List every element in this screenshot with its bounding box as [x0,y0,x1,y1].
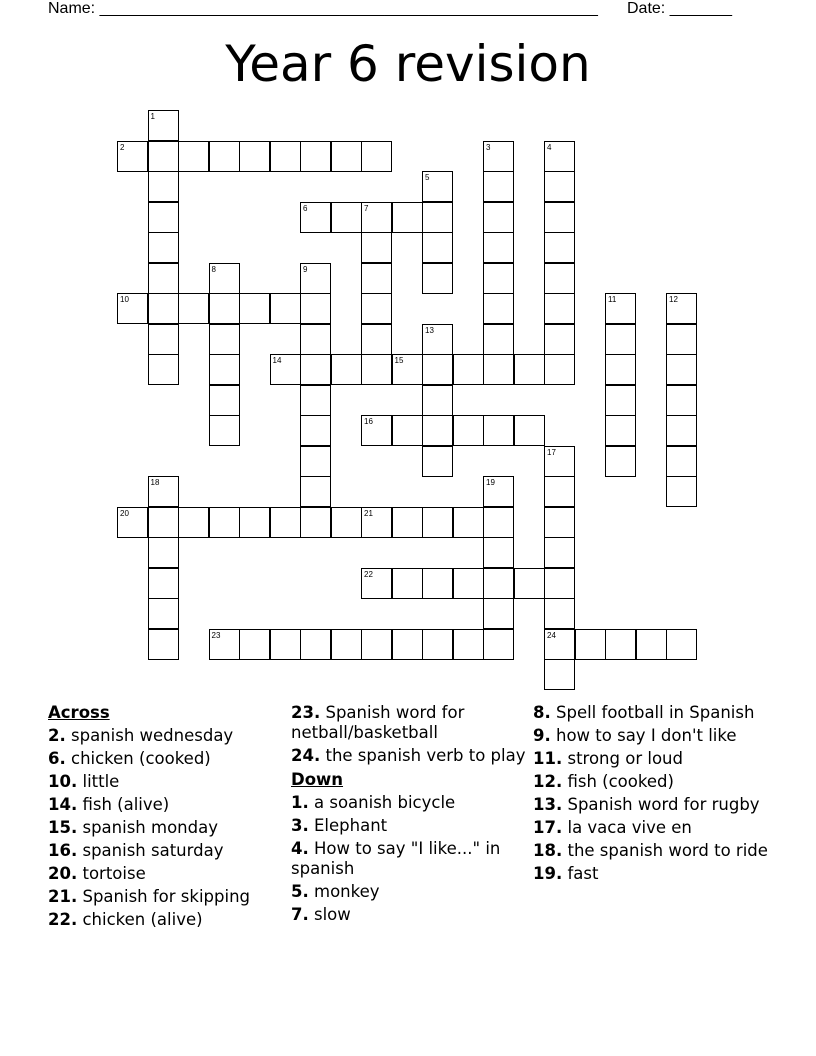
crossword-cell[interactable] [605,629,636,660]
crossword-cell[interactable] [331,629,362,660]
crossword-cell[interactable] [605,385,636,416]
clue-number-17: 17 [547,447,556,457]
clue-number: 20. [48,864,78,883]
clue-number-11: 11 [608,295,617,304]
crossword-cell[interactable] [300,507,331,538]
crossword-cell[interactable] [300,446,331,477]
across-clue: 2. spanish wednesday [48,726,234,745]
crossword-cell[interactable] [270,293,301,324]
clue-number: 8. [533,703,551,722]
clue-number-6: 6 [303,203,308,213]
crossword-cell[interactable] [148,202,179,233]
clue-number-23: 23 [211,630,221,640]
clue-number-7: 7 [364,203,369,213]
crossword-cell[interactable] [148,629,179,660]
clue-number-8: 8 [211,264,216,274]
crossword-cell[interactable] [239,629,270,660]
clue-column-1 [48,703,288,933]
across-clue: 22. chicken (alive) [48,910,203,929]
crossword-cell[interactable] [392,629,423,660]
crossword-cell[interactable] [300,141,331,172]
clue-number: 5. [291,882,309,901]
across-clue-list-part2 [291,703,531,766]
crossword-cell[interactable] [544,598,575,629]
crossword-cell[interactable] [209,415,240,446]
crossword-cell[interactable] [544,263,575,294]
crossword-cell[interactable] [483,354,514,385]
crossword-cell[interactable] [544,659,575,690]
crossword-cell[interactable] [178,507,209,538]
date-field-label: Date: _______ [627,0,732,17]
crossword-cell[interactable] [422,263,453,294]
clue-number: 14. [48,795,78,814]
across-clue: 20. tortoise [48,864,146,883]
crossword-cell[interactable] [422,415,453,446]
down-clue: 8. Spell football in Spanish [533,703,755,722]
clue-number-12: 12 [669,295,678,304]
crossword-cell[interactable] [666,354,697,385]
crossword-cell[interactable] [483,537,514,568]
crossword-cell[interactable] [483,415,514,446]
crossword-cell[interactable] [666,476,697,507]
crossword-cell[interactable] [148,141,179,172]
crossword-cell[interactable] [544,324,575,355]
crossword-cell[interactable] [605,415,636,446]
crossword-cell[interactable] [300,385,331,416]
crossword-cell[interactable] [331,202,362,233]
crossword-cell[interactable] [239,293,270,324]
crossword-cell[interactable] [209,324,240,355]
clue-number: 11. [533,749,563,768]
clue-number-22: 22 [364,569,373,579]
crossword-cell[interactable] [453,629,484,660]
crossword-cell[interactable] [148,354,179,385]
crossword-cell[interactable] [361,141,392,172]
crossword-cell[interactable] [422,385,453,416]
crossword-cell[interactable] [178,141,209,172]
crossword-cell[interactable] [148,568,179,599]
crossword-cell[interactable] [270,629,301,660]
down-clue: 4. How to say "I like..." in spanish [291,839,501,878]
crossword-cell[interactable] [544,568,575,599]
crossword-cell[interactable] [636,629,667,660]
crossword-cell[interactable] [361,263,392,294]
clue-number: 19. [533,864,563,883]
crossword-cell[interactable] [331,354,362,385]
clue-number-13: 13 [425,325,434,335]
across-clue: 24. the spanish verb to play [291,746,526,765]
crossword-cell[interactable] [331,141,362,172]
clue-number: 12. [533,772,563,791]
crossword-cell[interactable] [483,263,514,294]
crossword-cell[interactable] [239,141,270,172]
crossword-cell[interactable] [178,293,209,324]
crossword-cell[interactable] [483,507,514,538]
crossword-cell[interactable] [148,263,179,294]
crossword-cell[interactable] [666,324,697,355]
crossword-cell[interactable] [514,354,545,385]
clue-number-9: 9 [303,264,308,274]
crossword-cell[interactable] [300,415,331,446]
crossword-cell[interactable] [148,598,179,629]
crossword-cell[interactable] [392,202,423,233]
crossword-cell[interactable] [300,476,331,507]
crossword-cell[interactable] [300,354,331,385]
clue-number-24: 24 [547,630,556,640]
crossword-cell[interactable] [422,354,453,385]
clue-number-18: 18 [150,478,160,487]
down-clue: 5. monkey [291,882,380,901]
clue-number-16: 16 [364,417,373,426]
crossword-cell[interactable] [483,171,514,202]
crossword-cell[interactable] [544,476,575,507]
clue-number-19: 19 [486,478,495,487]
across-clue: 16. spanish saturday [48,841,224,860]
crossword-cell[interactable] [483,202,514,233]
crossword-cell[interactable] [483,568,514,599]
crossword-cell[interactable] [361,629,392,660]
down-clue: 7. slow [291,905,351,924]
crossword-cell[interactable] [392,507,423,538]
clue-number-10: 10 [120,295,129,304]
down-clue: 3. Elephant [291,816,388,835]
crossword-cell[interactable] [300,293,331,324]
crossword-cell[interactable] [392,568,423,599]
crossword-cell[interactable] [422,232,453,263]
crossword-cell[interactable] [666,629,697,660]
crossword-cell[interactable] [483,293,514,324]
clue-number: 10. [48,772,78,791]
crossword-cell[interactable] [148,293,179,324]
down-clue: 1. a soanish bicycle [291,793,456,812]
crossword-cell[interactable] [453,415,484,446]
across-clue-list-part1 [48,726,288,930]
crossword-cell[interactable] [453,568,484,599]
crossword-cell[interactable] [148,507,179,538]
clue-number: 21. [48,887,78,906]
across-heading: Across [48,703,110,722]
down-heading: Down [291,770,344,789]
crossword-cell[interactable] [605,446,636,477]
down-clue-list-part2 [533,703,773,884]
crossword-cell[interactable] [666,385,697,416]
clue-number-4: 4 [547,142,552,152]
crossword-cell[interactable] [392,415,423,446]
crossword-cell[interactable] [666,415,697,446]
clue-number: 9. [533,726,551,745]
crossword-cell[interactable] [483,598,514,629]
crossword-cell[interactable] [270,507,301,538]
clue-number: 15. [48,818,78,837]
crossword-cell[interactable] [544,293,575,324]
clue-number: 17. [533,818,563,837]
crossword-cell[interactable] [148,232,179,263]
down-clue: 13. Spanish word for rugby [533,795,760,814]
down-clue-list-part1 [291,793,531,925]
crossword-cell[interactable] [422,202,453,233]
crossword-cell[interactable] [239,507,270,538]
crossword-cell[interactable] [209,385,240,416]
crossword-cell[interactable] [544,354,575,385]
clue-number-1: 1 [150,112,155,121]
clue-number-5: 5 [425,173,430,182]
across-clue: 14. fish (alive) [48,795,170,814]
crossword-cell[interactable] [605,324,636,355]
crossword-cell[interactable] [483,324,514,355]
clue-number: 23. [291,703,321,722]
crossword-cell[interactable] [453,507,484,538]
clue-number: 16. [48,841,78,860]
crossword-cell[interactable] [209,141,240,172]
crossword-cell[interactable] [361,324,392,355]
clue-number-15: 15 [394,356,404,365]
down-clue: 12. fish (cooked) [533,772,674,791]
crossword-cell[interactable] [300,324,331,355]
crossword-cell[interactable] [483,629,514,660]
clue-number: 22. [48,910,78,929]
crossword-cell[interactable] [300,629,331,660]
clue-number: 24. [291,746,321,765]
crossword-cell[interactable] [361,354,392,385]
crossword-cell[interactable] [209,293,240,324]
name-field-label: Name: ________________________________________________________ [48,0,598,17]
crossword-cell[interactable] [605,354,636,385]
crossword-cell[interactable] [544,202,575,233]
across-clue: 15. spanish monday [48,818,218,837]
clue-number-20: 20 [120,508,129,518]
clue-number-21: 21 [364,508,373,518]
page-title: Year 6 revision [225,35,591,93]
crossword-cell[interactable] [483,232,514,263]
crossword-cell[interactable] [209,507,240,538]
crossword-cell[interactable] [148,324,179,355]
clue-column-3 [533,703,773,887]
crossword-cell[interactable] [544,232,575,263]
clue-number: 7. [291,905,309,924]
clue-number-14: 14 [272,356,282,365]
clue-number: 1. [291,793,309,812]
crossword-cell[interactable] [148,537,179,568]
down-clue: 18. the spanish word to ride [533,841,768,860]
crossword-cell[interactable] [270,141,301,172]
crossword-cell[interactable] [544,171,575,202]
crossword-cell[interactable] [544,507,575,538]
clue-number-3: 3 [486,142,491,152]
clue-number: 6. [48,749,66,768]
crossword-cell[interactable] [422,507,453,538]
crossword-cell[interactable] [148,171,179,202]
across-clue: 10. little [48,772,120,791]
across-clue: 21. Spanish for skipping [48,887,251,906]
down-clue: 11. strong or loud [533,749,683,768]
clue-column-2 [291,703,531,928]
crossword-cell[interactable] [422,568,453,599]
down-clue: 17. la vaca vive en [533,818,692,837]
clue-number: 13. [533,795,563,814]
crossword-cell[interactable] [544,537,575,568]
clue-number: 3. [291,816,309,835]
clue-number: 18. [533,841,563,860]
crossword-cell[interactable] [575,629,606,660]
clue-number: 2. [48,726,66,745]
crossword-cell[interactable] [422,446,453,477]
crossword-cell[interactable] [453,354,484,385]
crossword-cell[interactable] [209,354,240,385]
down-clue: 19. fast [533,864,599,883]
crossword-cell[interactable] [361,232,392,263]
crossword-cell[interactable] [514,415,545,446]
across-clue: 6. chicken (cooked) [48,749,211,768]
across-clue: 23. Spanish word for netball/basketball [291,703,465,742]
crossword-cell[interactable] [666,446,697,477]
crossword-cell[interactable] [331,507,362,538]
clue-number-2: 2 [120,142,125,152]
crossword-cell[interactable] [514,568,545,599]
clue-number: 4. [291,839,309,858]
crossword-cell[interactable] [422,629,453,660]
crossword-cell[interactable] [361,293,392,324]
down-clue: 9. how to say I don't like [533,726,737,745]
